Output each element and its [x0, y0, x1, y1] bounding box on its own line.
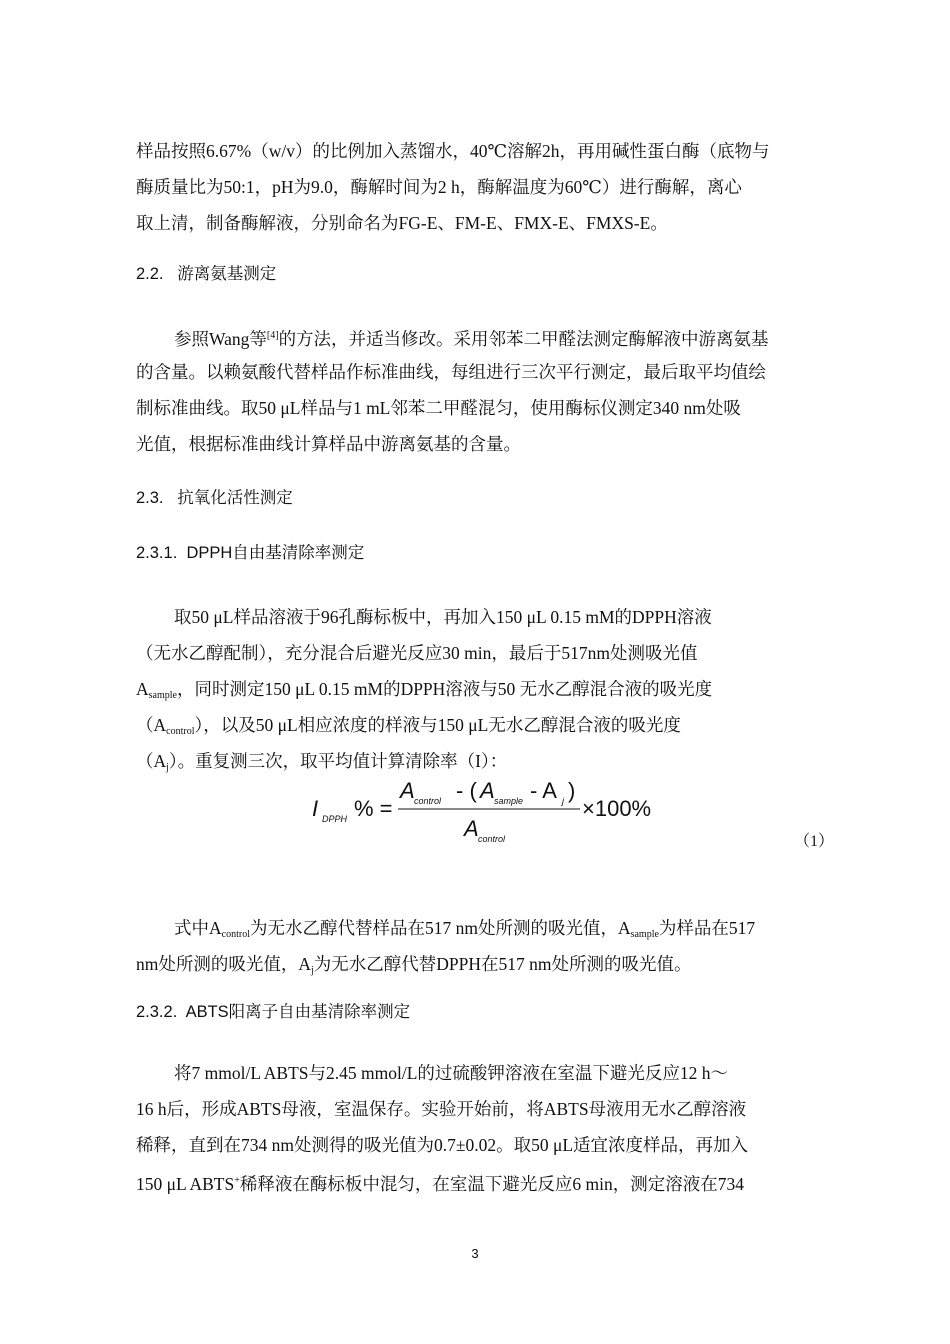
text-span: 式中A	[174, 918, 222, 938]
text-line	[136, 910, 836, 946]
section-number: 2.2.	[136, 265, 164, 283]
text-line: 取上清，制备酶解液，分别命名为FG-E、FM-E、FMX-E、FMXS-E。	[136, 213, 668, 233]
text-line: 取50 μL样品溶液于96孔酶标板中，再加入150 μL 0.15 mM的DPPH溶液	[174, 607, 712, 627]
text-line	[136, 1163, 836, 1199]
text-line	[136, 707, 836, 743]
section-number: 2.3.	[136, 489, 164, 507]
section-title: 游离氨基测定	[177, 265, 277, 283]
text-line: 光值，根据标准曲线计算样品中游离氨基的含量。	[136, 434, 521, 454]
paragraph-sample-prep	[136, 133, 836, 241]
subscript: sample	[148, 690, 177, 701]
eq-num-minus2: - A	[530, 778, 557, 803]
text-span: nm处所测的吸光值，A	[136, 954, 311, 974]
text-line	[136, 946, 836, 982]
text-line: 16 h后，形成ABTS母液，室温保存。实验开始前，将ABTS母液用无水乙醇溶液	[136, 1099, 747, 1119]
paragraph-equation-explain	[136, 910, 836, 982]
page-number: 3	[471, 1246, 479, 1261]
dpph-equation	[310, 776, 670, 846]
section-title: 抗氧化活性测定	[177, 489, 293, 507]
text-line: 样品按照6.67%（w/v）的比例加入蒸馏水，40℃溶解2h，再用碱性蛋白酶（底物与	[136, 141, 770, 161]
eq-num-minus: - (	[456, 778, 477, 803]
superscript: +	[234, 1175, 240, 1186]
text-span: 的方法，并适当修改。采用邻苯二甲醛法测定酶解液中游离氨基	[278, 329, 769, 349]
section-heading-2-2	[136, 262, 276, 286]
section-heading-2-3-2	[136, 1000, 410, 1024]
eq-num-c-sub: j	[562, 796, 564, 806]
text-line: （无水乙醇配制），充分混合后避光反应30 min，最后于517nm处测吸光值	[136, 643, 698, 663]
eq-lhs-subscript: DPPH	[322, 814, 348, 824]
eq-den: A	[464, 816, 479, 841]
paragraph-dpph	[136, 599, 836, 779]
text-span: 为无水乙醇代替DPPH在517 nm处所测的吸光值。	[313, 954, 692, 974]
paragraph-abts	[136, 1055, 836, 1199]
subscript: sample	[630, 929, 659, 940]
subscript: j	[311, 965, 314, 976]
eq-num-close: )	[568, 778, 576, 803]
section-heading-2-3-1	[136, 541, 364, 565]
section-heading-2-3	[136, 486, 293, 510]
text-span: 稀释液在酶标板中混匀，在室温下避光反应6 min，测定溶液在734	[239, 1174, 744, 1194]
section-number: 2.3.2.	[136, 1003, 178, 1021]
eq-num-b-sub: sample	[494, 796, 524, 806]
text-span: 参照Wang等	[174, 329, 267, 349]
text-line: 的含量。以赖氨酸代替样品作标准曲线，每组进行三次平行测定，最后取平均值绘	[136, 362, 766, 382]
text-line	[136, 318, 836, 354]
text-line	[136, 671, 836, 707]
subscript: control	[166, 726, 195, 737]
text-span: 为无水乙醇代替样品在517 nm处所测的吸光值，A	[249, 918, 631, 938]
section-title: DPPH自由基清除率测定	[186, 544, 365, 562]
text-span: 150 μL ABTS	[136, 1174, 235, 1194]
text-line: 将7 mmol/L ABTS与2.45 mmol/L的过硫酸钾溶液在室温下避光反应12 h～	[174, 1063, 729, 1083]
text-line	[136, 743, 836, 779]
eq-den-sub: control	[478, 834, 506, 844]
eq-lhs-percent: % =	[354, 796, 393, 821]
section-title: ABTS阳离子自由基清除率测定	[185, 1003, 411, 1021]
text-line: 制标准曲线。取50 μL样品与1 mL邻苯二甲醛混匀，使用酶标仪测定340 nm处吸	[136, 398, 741, 418]
eq-times-100: ×100%	[582, 796, 652, 821]
text-span: 为样品在517	[658, 918, 756, 938]
text-line: 稀释，直到在734 nm处测得的吸光值为0.7±0.02。取50 μL适宜浓度样品，再加入	[136, 1135, 749, 1155]
text-span: ）。重复测三次，取平均值计算清除率（I）：	[168, 751, 508, 771]
text-span: ，同时测定150 μL 0.15 mM的DPPH溶液与50 无水乙醇混合液的吸光度	[176, 679, 713, 699]
text-span: A	[136, 679, 149, 699]
text-span: （A	[136, 715, 167, 735]
eq-num-a: A	[400, 778, 415, 803]
equation-number: （1）	[794, 833, 835, 850]
eq-num-b: A	[480, 778, 495, 803]
paragraph-free-amino	[136, 318, 836, 462]
section-number: 2.3.1.	[136, 544, 178, 562]
citation-ref: [4]	[266, 330, 279, 341]
eq-lhs-symbol: I	[312, 796, 319, 821]
subscript: control	[221, 929, 250, 940]
text-span: （A	[136, 751, 167, 771]
eq-num-a-sub: control	[414, 796, 442, 806]
text-span: ），以及50 μL相应浓度的样液与150 μL无水乙醇混合液的吸光度	[194, 715, 681, 735]
text-line: 酶质量比为50:1，pH为9.0，酶解时间为2 h，酶解温度为60℃）进行酶解，离心	[136, 177, 742, 197]
subscript: j	[166, 762, 169, 773]
